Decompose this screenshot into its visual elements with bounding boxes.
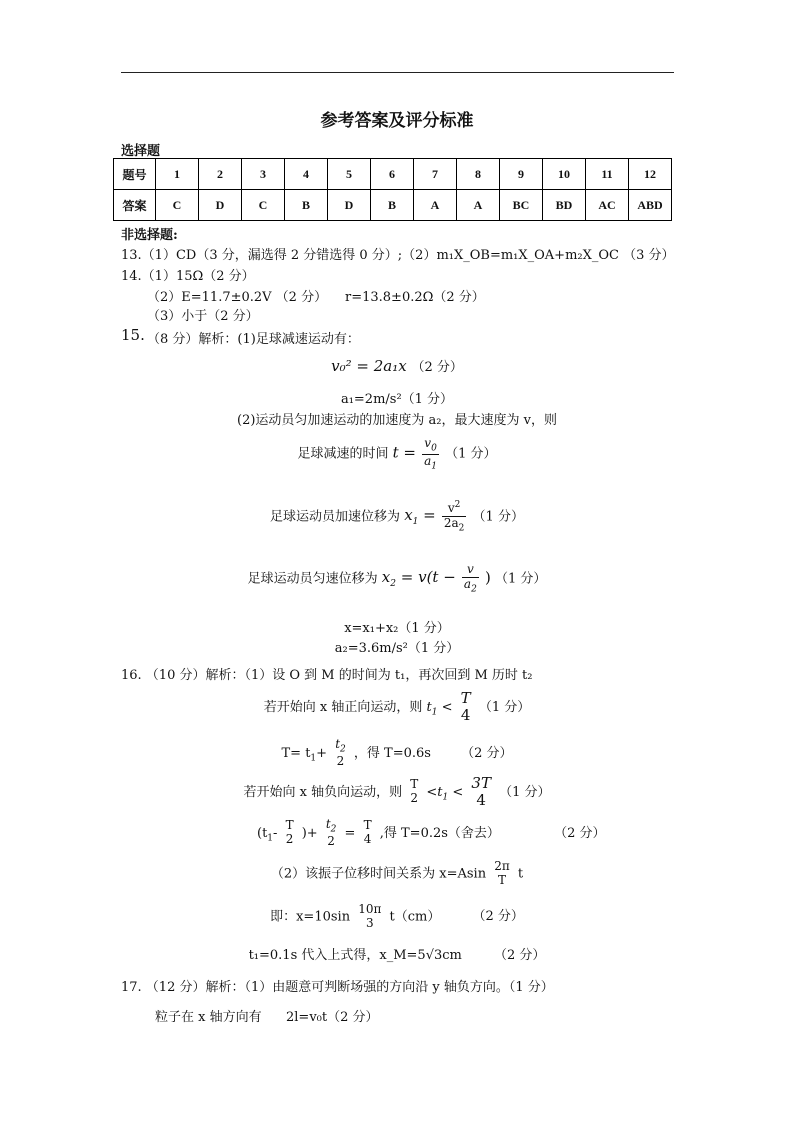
table-cell: C — [242, 190, 285, 221]
label: 足球减速的时间 — [297, 446, 389, 462]
fraction: T 4 — [363, 818, 372, 847]
q15-x1-eq — [0, 500, 794, 534]
q16-pos-eq: 若开始向 x 轴正向运动，则 $t_1$ < T 4 （1 分） — [263, 689, 531, 725]
row-label-answer: 答案 — [114, 190, 156, 221]
table-row — [114, 190, 672, 221]
q16-sub — [0, 944, 794, 963]
var-x2: $x_2 = v(t$ − — [381, 568, 456, 590]
fraction: $t_2$ 2 — [335, 737, 346, 768]
table-cell: 7 — [414, 159, 457, 190]
mc-heading: 选择题 — [121, 144, 161, 159]
table-cell: AC — [586, 190, 629, 221]
unit: t（cm） — [389, 909, 441, 925]
table-cell: D — [199, 190, 242, 221]
table-cell: 8 — [457, 159, 500, 190]
q13-answer: 13.（1）CD（3 分，漏选得 2 分错选得 0 分）;（2）m₁X_OB=m₁X_OA+m₂X_OC （3 分） — [121, 248, 675, 263]
score: （1 分） — [445, 446, 497, 462]
q15-part2: (2)运动员匀加速运动的加速度为 a₂，最大速度为 v，则 — [237, 413, 557, 428]
table-cell: 6 — [371, 159, 414, 190]
table-cell: 12 — [629, 159, 672, 190]
table-cell: ABD — [629, 190, 672, 221]
score: （2 分） — [472, 909, 524, 925]
table-cell: 10 — [543, 159, 586, 190]
fraction: T 4 — [460, 689, 471, 725]
table-cell: 11 — [586, 159, 629, 190]
table-cell: A — [414, 190, 457, 221]
q14-line3: （3）小于（2 分） — [147, 309, 259, 324]
label: 足球运动员匀速位移为 — [247, 571, 378, 587]
score: （1 分） — [494, 571, 547, 587]
q15-a2: a₂=3.6m/s²（1 分） — [334, 641, 460, 656]
table-cell: 2 — [199, 159, 242, 190]
q15-time-eq — [0, 437, 794, 471]
q16-neg-eq: 若开始向 x 轴负向运动，则 T 2 $<t_1$ < 3T 4 （1 分） — [243, 774, 551, 810]
result: ,得 T=0.2s（舍去） — [379, 825, 500, 841]
fraction: T 2 — [285, 818, 294, 847]
fraction: 10π 3 — [358, 902, 382, 930]
page-title: 参考答案及评分标准 — [320, 111, 474, 131]
score: （2 分） — [494, 948, 546, 963]
fraction: 3T 4 — [471, 774, 491, 810]
nonmc-heading: 非选择题: — [121, 228, 178, 243]
q16-T2: ($t_1-$ T 2 )+ $t_2$ 2 = T 4 ,得 T=0.2s（舍去） （2 分） — [257, 817, 606, 848]
result: t₁=0.1s 代入上式得，x_M=5√3cm — [248, 948, 462, 963]
label: 若开始向 x 轴正向运动，则 — [263, 699, 423, 715]
result: ，得 T=0.6s — [353, 745, 431, 761]
q14-line1: 14.（1）15Ω（2 分） — [121, 269, 255, 284]
score: （1 分） — [472, 509, 524, 525]
q14-line2b: r=13.8±0.2Ω（2 分） — [345, 290, 485, 305]
table-cell: 3 — [242, 159, 285, 190]
header-rule — [121, 72, 674, 73]
score: （2 分） — [411, 360, 463, 375]
var-x1: $x_1$ = — [404, 506, 436, 528]
q16-part2: （2）该振子位移时间关系为 x=Asin 2π T t — [270, 859, 524, 887]
fraction: $\frac{v}{a_2}$ — [463, 562, 477, 595]
score: （2 分） — [461, 745, 513, 761]
score: （1 分） — [478, 699, 531, 715]
q16-so — [0, 903, 794, 931]
q15-a1: a₁=2m/s²（1 分） — [340, 392, 454, 407]
fraction: $\frac{v^2}{2a_2}$ — [443, 500, 465, 534]
fraction: $t_2$ 2 — [325, 817, 337, 848]
q17-line1: 17. （12 分）解析：（1）由题意可判断场强的方向沿 y 轴负方向。（1 分） — [121, 980, 554, 995]
q15-sum: x=x₁+x₂（1 分） — [344, 621, 450, 636]
q14-line2a: （2）E=11.7±0.2V （2 分） — [147, 290, 328, 305]
table-cell: BC — [500, 190, 543, 221]
q15-eq1 — [0, 356, 794, 375]
table-cell: 5 — [328, 159, 371, 190]
table-cell: D — [328, 190, 371, 221]
q15-intro: （8 分）解析：(1)足球减速运动有： — [147, 332, 360, 347]
score: （2 分） — [554, 825, 606, 841]
table-cell: 9 — [500, 159, 543, 190]
fraction: $\frac{v_0}{a_1}$ — [424, 436, 437, 472]
equation-text: v₀² = 2a₁x — [331, 357, 407, 375]
row-label-number: 题号 — [114, 159, 156, 190]
table-row — [114, 159, 672, 190]
fraction: T 2 — [410, 777, 419, 806]
label: 足球运动员加速位移为 — [270, 509, 401, 525]
q16-head: 16. （10 分）解析：（1）设 O 到 M 的时间为 t₁，再次回到 M 历时 t₂ — [121, 668, 533, 683]
q17-line2a: 粒子在 x 轴方向有 — [155, 1010, 262, 1025]
table-cell: B — [371, 190, 414, 221]
score: （1 分） — [499, 784, 551, 800]
label: 若开始向 x 轴负向运动，则 — [243, 784, 403, 800]
label: 即：x=10sin — [270, 909, 351, 925]
label: （2）该振子位移时间关系为 x=Asin — [270, 866, 487, 882]
q17-line2b: 2l=v₀t（2 分） — [286, 1010, 379, 1025]
var-t: t = — [392, 443, 416, 462]
q15-x2-eq: 足球运动员匀速位移为 $x_2 = v(t$ − $\frac{v}{a_2}$ ) （1 分） — [247, 562, 547, 595]
fraction: 2π T — [494, 859, 510, 887]
table-cell: A — [457, 190, 500, 221]
table-cell: B — [285, 190, 328, 221]
answer-table — [113, 158, 672, 221]
q16-T1: $T= t_1+$ $t_2$ 2 ，得 T=0.6s （2 分） — [281, 737, 513, 768]
table-cell: C — [156, 190, 199, 221]
table-cell: BD — [543, 190, 586, 221]
q15-number: 15. — [121, 326, 145, 344]
table-cell: 1 — [156, 159, 199, 190]
table-cell: 4 — [285, 159, 328, 190]
